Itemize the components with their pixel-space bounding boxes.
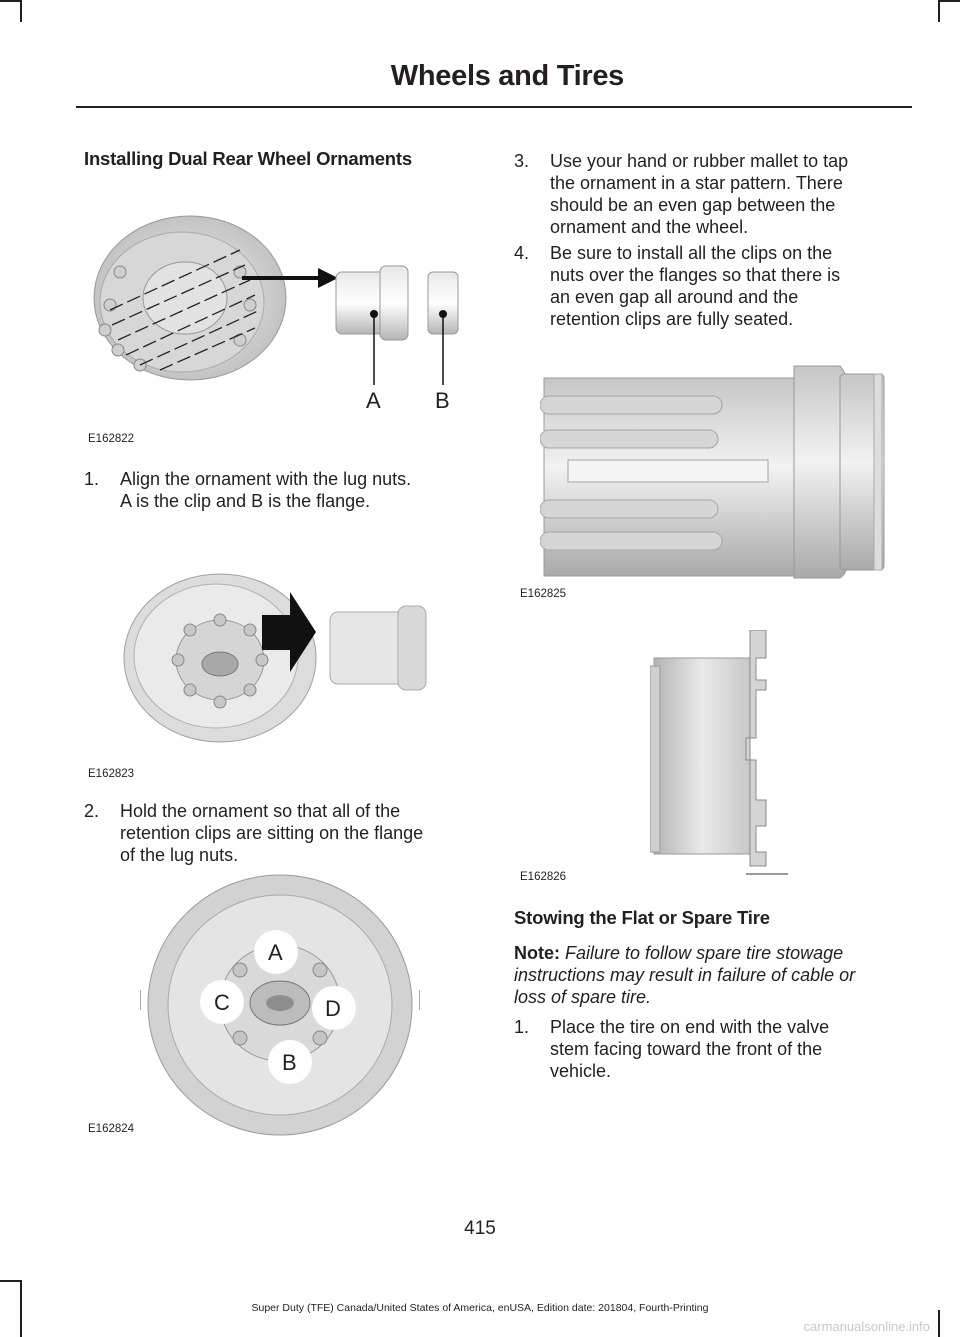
figure-code: E162825 [520,588,567,600]
callout-b: B [435,388,450,410]
callout-c: C [214,990,230,1015]
step-text: A is the clip and B is the flange. [120,491,371,511]
step-1 [84,468,484,512]
watermark: carmanualsonline.info [803,1319,930,1334]
figure-code: E162823 [88,768,135,780]
footer: Super Duty (TFE) Canada/United States of America, enUSA, Edition date: 201804, Fourth-Printing [251,1302,709,1314]
crop-mark [938,1310,940,1337]
figure-code: E162824 [88,1123,135,1135]
step-4 [514,242,914,330]
callout-a: A [268,940,283,965]
step-text: Hold the ornament so that all of the [120,801,401,821]
callout-d: D [325,996,341,1021]
step-text: nuts over the flanges so that there is [550,265,841,285]
step-text: Use your hand or rubber mallet to tap [550,151,849,171]
page-number: 415 [464,1218,496,1239]
step-text: of the lug nuts. [120,845,239,865]
step-number: 4. [514,243,530,263]
step-3 [514,150,914,238]
step-number: 1. [514,1017,530,1037]
section-heading: Stowing the Flat or Spare Tire [514,907,770,928]
crop-mark [20,0,22,22]
step-text: Place the tire on end with the valve [550,1017,830,1037]
note-label: Note: [514,943,560,963]
figure-tap-pattern [140,870,420,1140]
step-2 [84,800,484,866]
step-text: the ornament in a star pattern. There [550,173,843,193]
figure-clip-profile [650,630,790,878]
figure-ornament-placement [120,560,450,750]
section-heading: Installing Dual Rear Wheel Ornaments [84,148,412,169]
note [514,942,924,1008]
page-title: Wheels and Tires [390,60,624,92]
step-text: Align the ornament with the lug nuts. [120,469,412,489]
figure-ornament-alignment [90,210,480,410]
figure-code: E162826 [520,871,567,883]
step-text: an even gap all around and the [550,287,799,307]
note-text: loss of spare tire. [514,987,652,1007]
note-text: Failure to follow spare tire stowage [565,943,844,963]
step-number: 2. [84,801,100,821]
step-number: 1. [84,469,100,489]
note-text: instructions may result in failure of cable or [514,965,856,985]
step-1-stowing [514,1016,914,1082]
crop-mark [938,0,940,22]
step-text: ornament and the wheel. [550,217,749,237]
crop-mark [938,0,960,2]
step-text: stem facing toward the front of the [550,1039,823,1059]
callout-b: B [282,1050,297,1075]
step-text: Be sure to install all the clips on the [550,243,833,263]
header-rule [76,106,912,108]
step-text: should be an even gap between the [550,195,836,215]
step-text: retention clips are fully seated. [550,309,794,329]
step-text: vehicle. [550,1061,612,1081]
step-text: retention clips are sitting on the flange [120,823,424,843]
callout-a: A [366,388,381,410]
figure-code: E162822 [88,433,135,445]
crop-mark [0,0,22,2]
crop-mark [0,1280,22,1282]
figure-ornament-closeup [540,360,890,585]
step-number: 3. [514,151,530,171]
